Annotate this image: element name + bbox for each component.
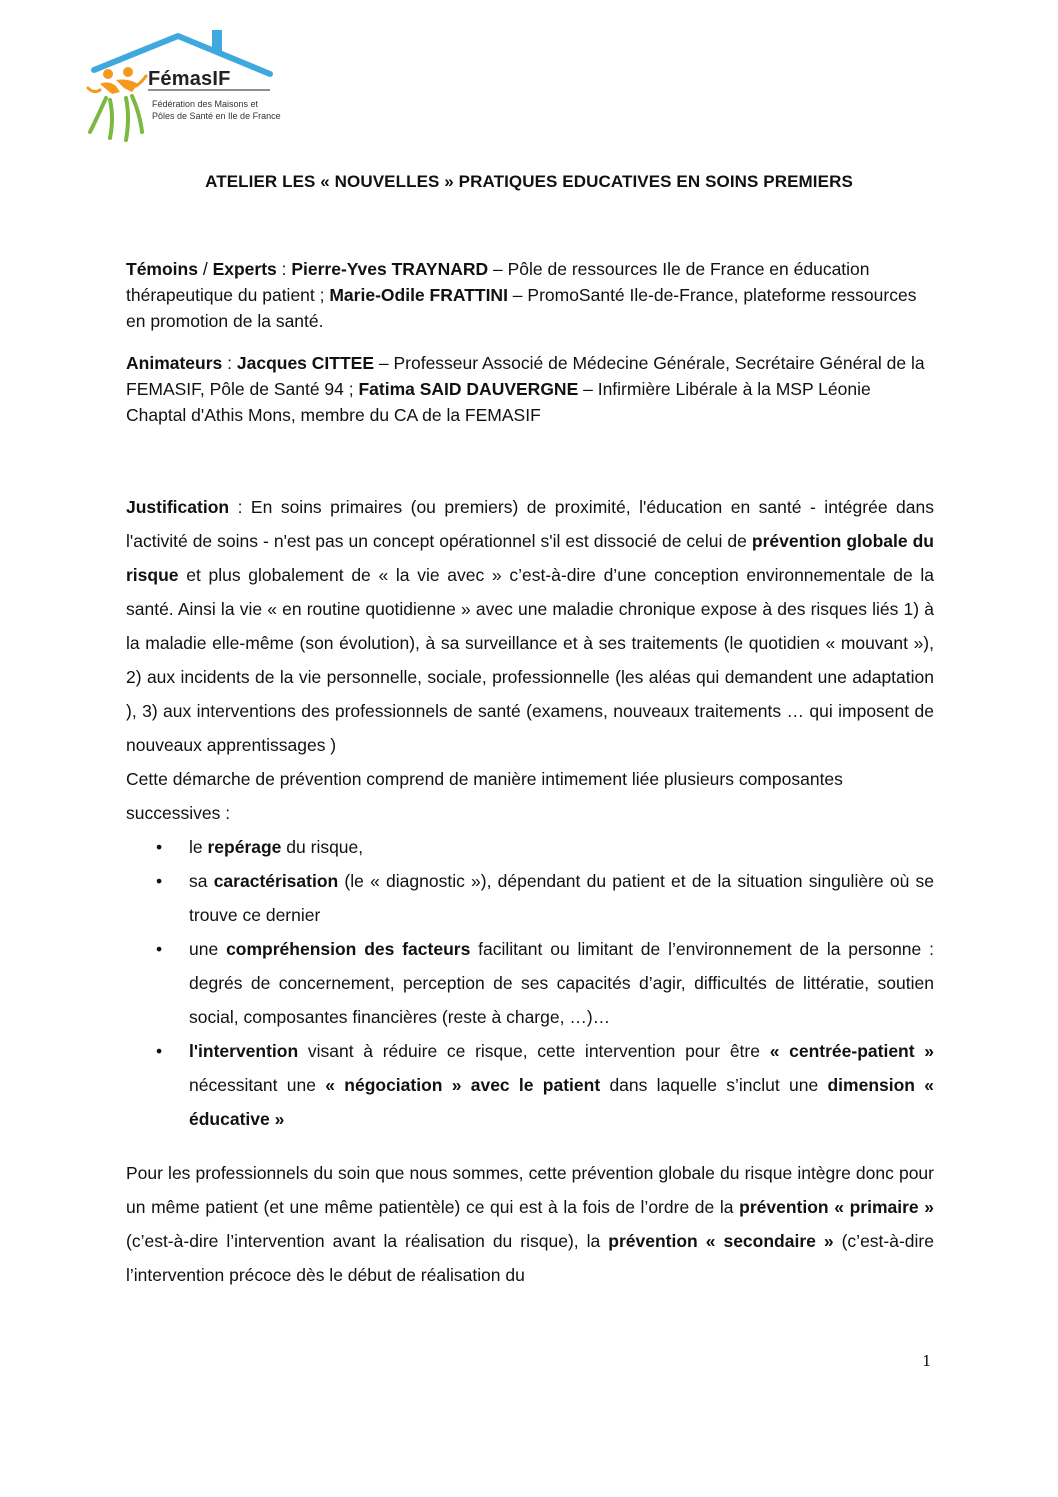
logo-tagline-line-1: Fédération des Maisons et bbox=[152, 99, 259, 109]
list-item bbox=[126, 932, 934, 1034]
experts-label: Experts bbox=[212, 259, 277, 279]
item-bold: repérage bbox=[207, 837, 282, 857]
expert-name-1: Pierre-Yves TRAYNARD bbox=[291, 259, 489, 279]
logo-tagline bbox=[152, 98, 281, 122]
justification-label: Justification bbox=[126, 497, 230, 517]
demarche-paragraph: Cette démarche de prévention comprend de manière intimement liée plusieurs composantes successives : bbox=[126, 769, 843, 823]
item-bold: « négociation » avec le patient bbox=[325, 1075, 601, 1095]
item-bold: compréhension des facteurs bbox=[226, 939, 471, 959]
components-list bbox=[126, 830, 934, 1136]
closing-text-2: (c’est-à-dire l’intervention avant la réalisation du risque), la bbox=[126, 1231, 609, 1251]
closing-text-1: Pour les professionnels du soin que nous sommes, cette prévention globale du risque intègre donc pour un même patient (et une même patientèle) ce qui est à la fois de l’ordre de la bbox=[126, 1163, 934, 1217]
temoins-sep: / bbox=[197, 259, 213, 279]
bullet-icon: • bbox=[156, 837, 163, 857]
item-text: nécessitant une bbox=[189, 1075, 326, 1095]
femasif-logo bbox=[80, 28, 300, 146]
spacer bbox=[126, 1136, 934, 1156]
item-text: le bbox=[189, 837, 208, 857]
bullet-icon: • bbox=[156, 1041, 163, 1061]
animateur-name-2: Fatima SAID DAUVERGNE bbox=[358, 379, 579, 399]
item-text: (le « diagnostic »), dépendant du patient et de la situation singulière où se trouve ce dernier bbox=[189, 871, 934, 925]
item-bold: caractérisation bbox=[213, 871, 339, 891]
bullet-icon: • bbox=[156, 939, 163, 959]
page-number: 1 bbox=[922, 1352, 932, 1370]
list-item bbox=[126, 830, 934, 864]
closing-bold-2: prévention « secondaire » bbox=[608, 1231, 834, 1251]
temoins-label: Témoins bbox=[126, 259, 198, 279]
expert-text-1: – Pôle de ressources Ile de France en éducation thérapeutique du patient ; bbox=[126, 259, 870, 305]
animateur-name-1: Jacques CITTEE bbox=[236, 353, 375, 373]
logo-name: FémasIF bbox=[148, 68, 231, 90]
document-title: ATELIER LES « NOUVELLES » PRATIQUES EDUCATIVES EN SOINS PREMIERS bbox=[205, 172, 853, 191]
item-text: visant à réduire ce risque, cette intervention pour être bbox=[298, 1041, 770, 1061]
animateurs-label: Animateurs bbox=[126, 353, 223, 373]
expert-text-2: – PromoSanté Ile-de-France, plateforme ressources en promotion de la santé. bbox=[126, 285, 917, 331]
temoins-paragraph bbox=[126, 256, 934, 334]
animateurs-paragraph bbox=[126, 350, 934, 428]
animateurs-colon: : bbox=[222, 353, 237, 373]
item-text: une bbox=[189, 939, 227, 959]
animateur-text-1: – Professeur Associé de Médecine Générale, Secrétaire Général de la FEMASIF, Pôle de Santé 94 ; bbox=[126, 353, 925, 399]
closing-bold-1: prévention « primaire » bbox=[739, 1197, 934, 1217]
item-text: facilitant ou limitant de l’environnement de la personne : degrés de concernement, perception de ses capacités d’agir, difficultés de littératie, soutien social, composantes financières (reste à charge, …)… bbox=[189, 939, 934, 1027]
item-text: sa bbox=[189, 871, 214, 891]
closing-paragraph bbox=[126, 1156, 934, 1292]
logo-tagline-line-2: Pôles de Santé en Ile de France bbox=[152, 111, 281, 121]
temoins-colon: : bbox=[276, 259, 292, 279]
justification-paragraph bbox=[126, 490, 934, 762]
justification-section bbox=[126, 490, 934, 1292]
item-text: dans laquelle s’inclut une bbox=[600, 1075, 828, 1095]
justification-text-1: : En soins primaires (ou premiers) de proximité, l'éducation en santé - intégrée dans l'activité de soins - n'est pas un concept opérationnel s'il est dissocié de celui de bbox=[126, 497, 934, 551]
expert-name-2: Marie-Odile FRATTINI bbox=[329, 285, 508, 305]
animateur-text-2: – Infirmière Libérale à la MSP Léonie Chaptal d'Athis Mons, membre du CA de la FEMASIF bbox=[126, 379, 871, 425]
justification-text-2: et plus globalement de « la vie avec » c’est-à-dire d’une conception environnementale de la santé. Ainsi la vie « en routine quotidienne » avec une maladie chronique expose à des risques liés 1) à la maladie elle-même (son évolution), à sa surveillance et à ses traitements (le quotidien « mouvant »), 2) aux incidents de la vie personnelle, sociale, professionnelle (les aléas qui demandent une adaptation ), 3) aux interventions des professionnels de santé (examens, nouveaux traitements … qui imposent de nouveaux apprentissages ) bbox=[126, 565, 934, 755]
justification-bold-1: prévention globale du risque bbox=[126, 531, 934, 585]
bullet-icon: • bbox=[156, 871, 163, 891]
item-bold: dimension « éducative » bbox=[189, 1075, 934, 1129]
list-item bbox=[126, 1034, 934, 1136]
item-bold: l'intervention bbox=[189, 1041, 299, 1061]
item-bold: « centrée-patient » bbox=[769, 1041, 934, 1061]
item-text: du risque, bbox=[281, 837, 364, 857]
closing-text-3: (c’est-à-dire l’intervention précoce dès le début de réalisation du bbox=[126, 1231, 934, 1285]
list-item bbox=[126, 864, 934, 932]
